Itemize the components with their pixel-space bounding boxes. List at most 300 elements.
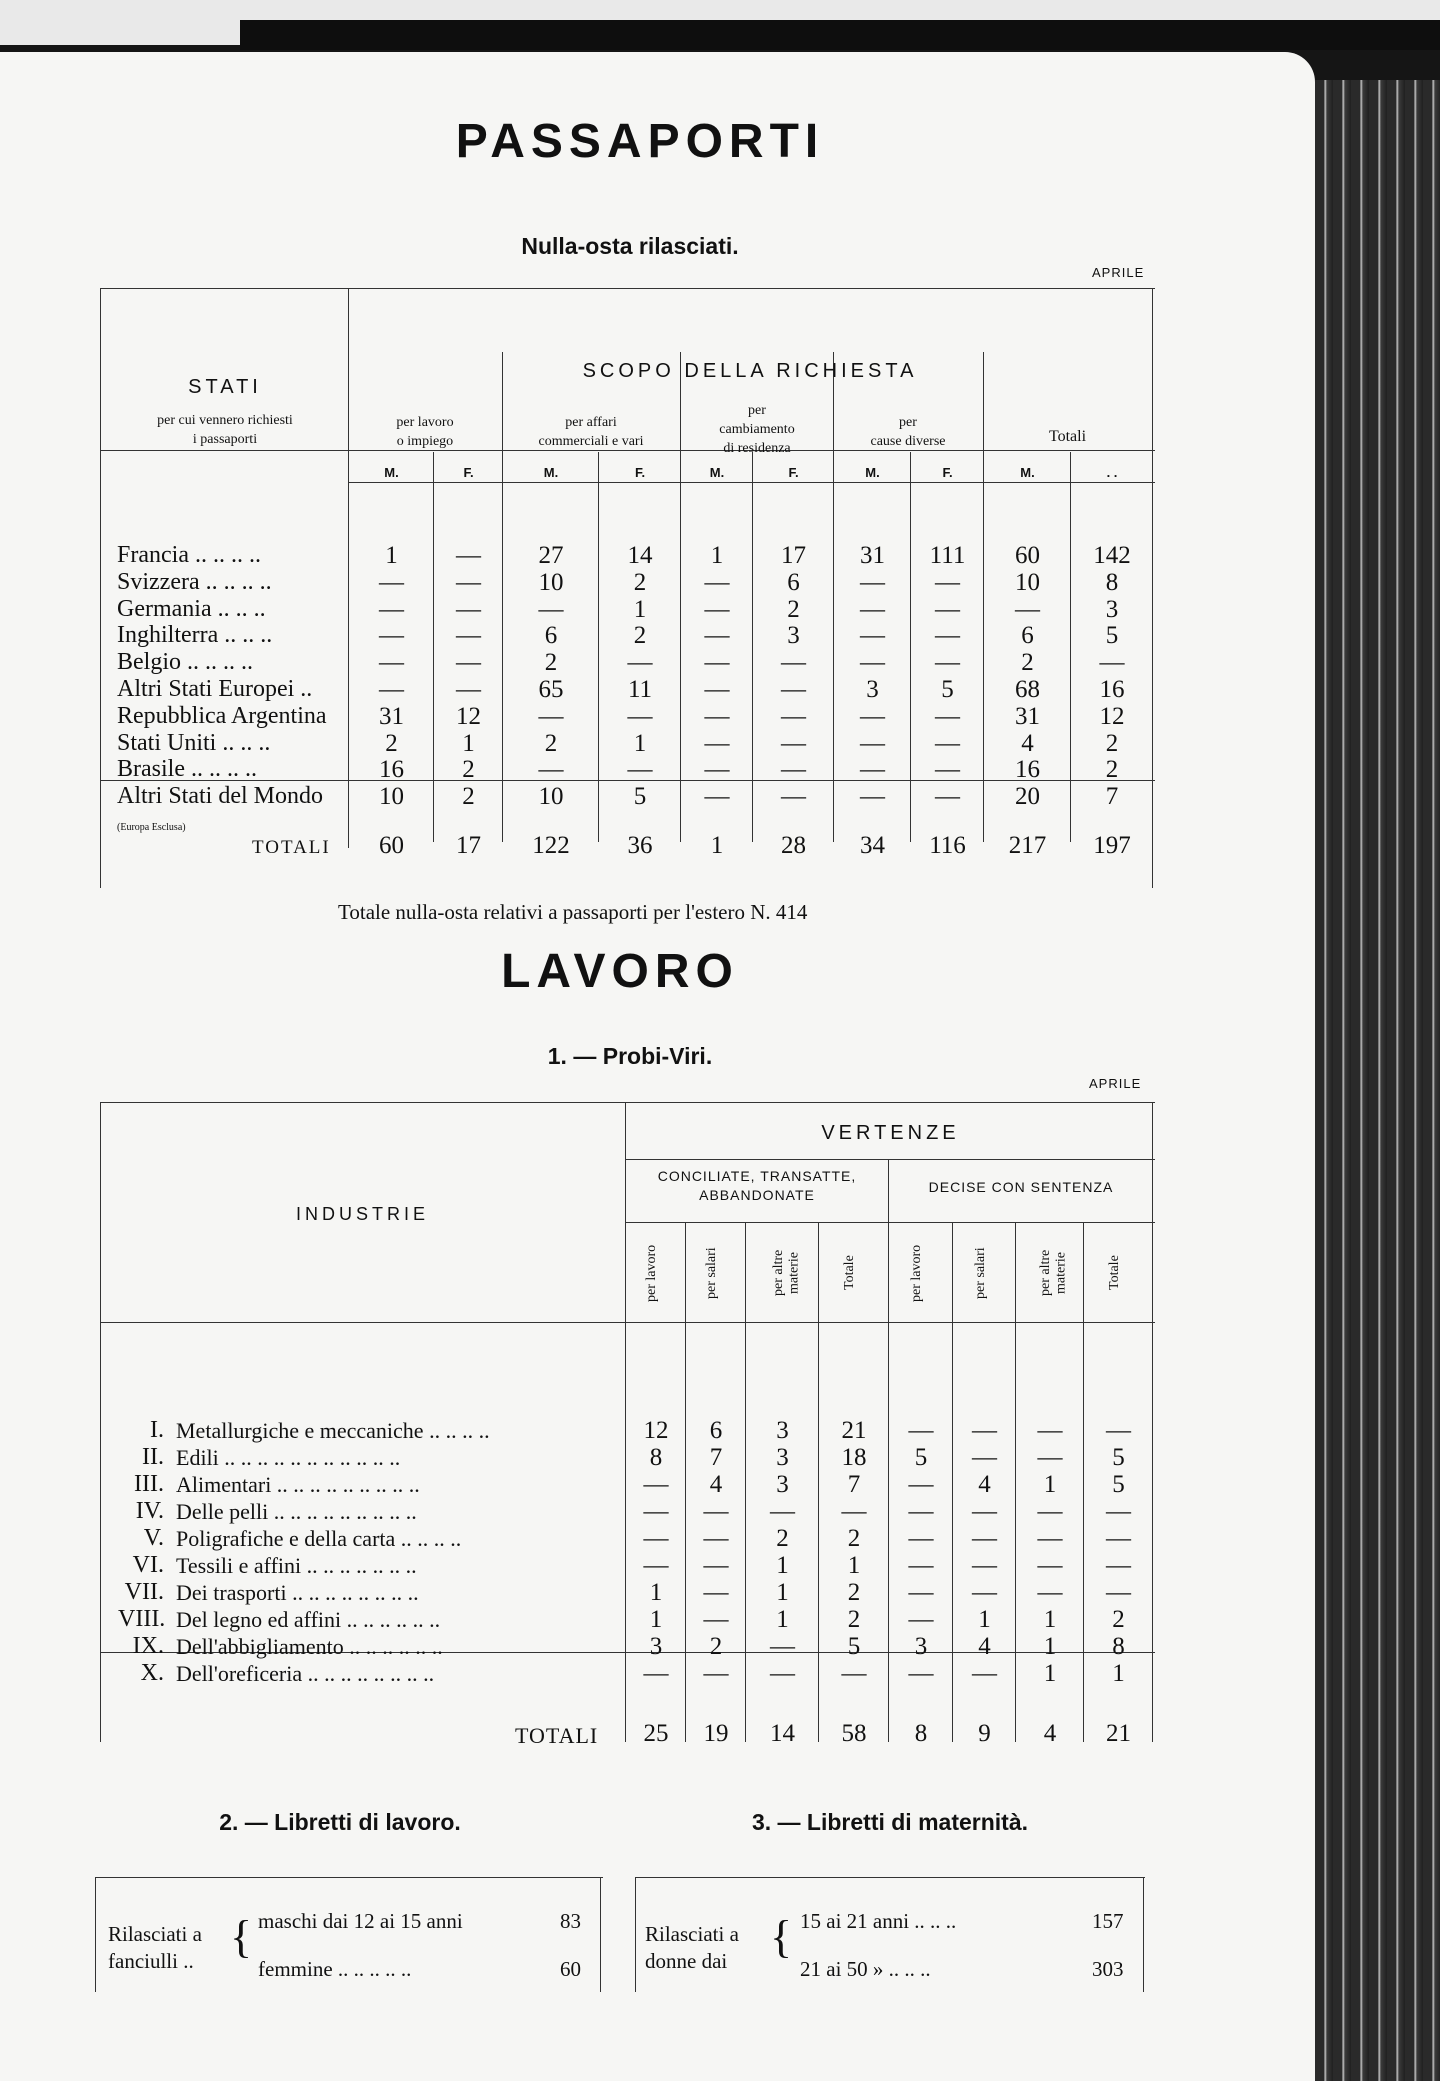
col-divider (910, 452, 911, 842)
table-cell: 60 (1015, 542, 1040, 569)
europa-note: (Europa Esclusa) (117, 822, 186, 833)
table-cell: 3 (776, 1471, 789, 1498)
table-cell: — (860, 756, 885, 784)
table-cell: 6 (787, 568, 800, 596)
col-header-vertical: Totale (842, 1255, 857, 1291)
table-cell: — (379, 595, 404, 623)
table-cell: — (908, 1525, 934, 1552)
table-header-rule (100, 1322, 1155, 1323)
table-cell: — (704, 622, 730, 650)
industry-label: Delle pelli .. .. .. .. .. .. .. .. .. (176, 1499, 417, 1524)
table-cell: — (704, 676, 730, 703)
country-label: Brasile .. .. .. .. (117, 756, 257, 783)
table-cell: — (860, 622, 885, 650)
libretti-lavoro-left: Rilasciati a (108, 1922, 202, 1946)
col-header-line: o impiego (396, 433, 454, 449)
table-cell: — (781, 783, 806, 811)
table-cell: — (703, 1606, 729, 1633)
industry-label: Dei trasporti .. .. .. .. .. .. .. .. (176, 1580, 419, 1605)
table-cell: — (1106, 1579, 1131, 1606)
industry-label: Tessili e affini .. .. .. .. .. .. .. (176, 1553, 417, 1578)
libretti-lavoro-left: fanciulli .. (108, 1949, 194, 1973)
col-divider (833, 352, 834, 842)
table-cell: 12 (456, 702, 481, 730)
table-cell: — (841, 1660, 867, 1687)
lavoro-subtitle: 1. — Probi-Viri. (547, 1043, 713, 1069)
table-cell: 2 (847, 1606, 861, 1633)
lavoro-month: APRILE (1089, 1076, 1142, 1091)
table-cell: 1 (1043, 1633, 1057, 1660)
libretti-lavoro-label: maschi dai 12 ai 15 anni (258, 1909, 463, 1933)
table-cell: — (908, 1660, 934, 1687)
table-cell: 3 (776, 1444, 789, 1471)
table-cell: — (1037, 1525, 1063, 1552)
box-top-rule (95, 1877, 603, 1878)
table-cell: — (1037, 1444, 1063, 1471)
table-cell: 6 (709, 1417, 723, 1444)
table-cell: — (1037, 1579, 1063, 1606)
table-cell: — (935, 595, 960, 623)
table-cell: — (781, 756, 806, 784)
col-divider (818, 1222, 819, 1742)
col-divider (433, 452, 434, 842)
box-top-rule (635, 1877, 1145, 1878)
table-cell: — (1099, 649, 1125, 677)
table-cell: 17 (781, 542, 806, 569)
table-cell: 1 (776, 1579, 789, 1606)
total-cell: 14 (770, 1720, 795, 1747)
mf-header: M. (384, 465, 399, 480)
table-cell: — (935, 729, 960, 757)
table-cell: 1 (1043, 1660, 1057, 1687)
col-divider (1083, 1222, 1084, 1742)
col-header-vertical: per salari (972, 1247, 988, 1299)
table-cell: 10 (379, 783, 404, 811)
col-header-vertical: per salari (704, 1247, 719, 1299)
country-label: Francia .. .. .. .. (117, 542, 261, 568)
table-cell: — (860, 702, 885, 730)
mf-header: M. (543, 465, 559, 480)
brace: { (770, 1911, 793, 1962)
table-cell: — (1037, 1498, 1063, 1525)
table-cell: — (627, 649, 653, 677)
table-cell: 1 (1043, 1606, 1057, 1633)
total-cell: 197 (1093, 832, 1131, 859)
country-label: Stati Uniti .. .. .. (117, 729, 271, 756)
box-left-border (95, 1877, 96, 1992)
table-cell: — (935, 568, 960, 596)
table-cell: 3 (649, 1633, 663, 1660)
col-header-line: di residenza (723, 440, 791, 456)
table-cell: — (860, 729, 885, 757)
table-cell: — (704, 568, 730, 596)
table-cell: — (538, 702, 564, 730)
col-divider (745, 1222, 746, 1742)
table-cell: — (643, 1552, 669, 1579)
table-cell: — (935, 702, 960, 730)
col-header-vertical: per lavoro (644, 1244, 659, 1302)
table-cell: — (643, 1525, 669, 1552)
table-cell: — (704, 783, 730, 811)
table-cell: — (1106, 1552, 1131, 1579)
table-cell: 6 (544, 622, 558, 650)
libretti-maternita-value: 303 (1092, 1957, 1124, 1981)
table-cell: 65 (538, 676, 564, 703)
table-cell: — (770, 1660, 795, 1687)
table-cell: — (379, 649, 404, 677)
col-divider (685, 1222, 686, 1742)
col-header-line: cambiamento (719, 421, 795, 437)
table-cell: — (781, 649, 806, 677)
industry-label: Del legno ed affini .. .. .. .. .. .. (176, 1607, 441, 1632)
document-page (0, 52, 1315, 2081)
table-cell: — (770, 1633, 795, 1660)
table-cell: 27 (538, 542, 564, 569)
table-cell: 16 (1015, 756, 1040, 784)
table-cell: 3 (914, 1633, 928, 1660)
table-cell: — (1106, 1417, 1131, 1444)
table-cell: — (703, 1498, 729, 1525)
libretti-maternita-value: 157 (1092, 1909, 1124, 1933)
table-cell: 2 (709, 1633, 723, 1660)
col-header-totali: Totali (1048, 428, 1087, 445)
mf-header: M. (1020, 465, 1035, 480)
col-divider (680, 352, 681, 842)
table-cell: 1 (1112, 1660, 1125, 1687)
table-cell: 6 (1021, 622, 1034, 650)
mf-header: M. (865, 465, 880, 480)
table-cell: 18 (841, 1444, 867, 1471)
table-cell: — (456, 595, 481, 623)
col-divider (502, 352, 503, 842)
table-cell: — (456, 568, 481, 596)
group-decise: DECISE CON SENTENZA (928, 1179, 1114, 1195)
table-cell: — (456, 542, 481, 569)
table-cell: 20 (1015, 783, 1040, 811)
table-cell: — (860, 783, 885, 811)
libretti-maternita-left: donne dai (645, 1949, 728, 1973)
industry-number: VI. (132, 1552, 164, 1578)
industry-number: IV. (135, 1498, 164, 1524)
table-cell: 2 (787, 595, 800, 623)
table-cell: — (703, 1579, 729, 1606)
industry-label: Poligrafiche e della carta .. .. .. .. (176, 1526, 462, 1551)
table-cell: — (703, 1552, 729, 1579)
table-cell: — (972, 1552, 997, 1579)
scopo-header: SCOPO DELLA RICHIESTA (582, 360, 918, 382)
table-cell: 1 (385, 542, 398, 569)
industry-number: V. (143, 1525, 164, 1551)
passaporti-totali-label: TOTALI (252, 837, 331, 858)
total-cell: 1 (710, 832, 724, 859)
industry-number: VIII. (118, 1606, 166, 1632)
table-cell: 1 (978, 1606, 991, 1633)
table-cell: — (538, 756, 564, 784)
table-cell: 1 (710, 542, 724, 569)
libretti-lavoro-value: 83 (560, 1909, 581, 1933)
table-cell: — (972, 1444, 997, 1471)
table-cell: — (935, 649, 960, 677)
industry-label: Dell'abbigliamento .. .. .. .. .. .. (176, 1634, 443, 1659)
lavoro-totali-label: TOTALI (515, 1723, 599, 1748)
table-cell: 7 (1105, 783, 1119, 811)
table-cell: 10 (538, 783, 564, 811)
industry-label: Edili .. .. .. .. .. .. .. .. .. .. .. (176, 1445, 401, 1470)
country-label: Germania .. .. .. (117, 595, 266, 622)
col-header-cause (835, 414, 981, 452)
table-cell: — (781, 676, 806, 703)
table-cell: — (456, 649, 481, 677)
table-cell: 2 (1021, 649, 1034, 677)
col-divider (888, 1159, 889, 1742)
total-cell: 21 (1106, 1720, 1131, 1747)
col-header-vertical: per lavoro (909, 1244, 924, 1302)
col-divider (598, 452, 599, 842)
vertenze-rule (625, 1159, 1155, 1160)
col-divider (1070, 452, 1071, 842)
industry-number: III. (134, 1471, 164, 1497)
country-label: Repubblica Argentina (117, 702, 327, 729)
table-cell: — (972, 1579, 997, 1606)
col-header-line: per affari (565, 415, 617, 430)
scan-top-shadow (240, 20, 1440, 50)
table-cell: — (972, 1498, 997, 1525)
table-top-rule (100, 1102, 1155, 1103)
libretti-maternita-title: 3. — Libretti di maternità. (751, 1809, 1029, 1835)
total-cell: 4 (1043, 1720, 1057, 1747)
table-cell: 2 (633, 568, 647, 596)
col-header-residenza (682, 402, 832, 459)
libretti-maternita-left: Rilasciati a (645, 1922, 739, 1946)
total-cell: 17 (456, 832, 481, 859)
table-cell: 5 (1112, 1471, 1125, 1498)
table-cell: — (379, 622, 404, 650)
table-cell: — (972, 1417, 997, 1444)
group-conciliate (628, 1167, 886, 1205)
table-cell: — (379, 676, 404, 703)
table-cell: 10 (1015, 568, 1040, 596)
col-header-line: cause diverse (870, 433, 946, 449)
industrie-header: INDUSTRIE (295, 1204, 429, 1224)
col-header-line: per (748, 403, 766, 418)
table-cell: 12 (1099, 702, 1125, 730)
col-divider (348, 288, 349, 848)
industry-number: I. (150, 1417, 164, 1443)
table-cell: 1 (462, 729, 475, 757)
table-left-border (100, 288, 101, 888)
table-cell: — (704, 756, 730, 784)
table-cell: — (456, 676, 481, 703)
table-cell: — (703, 1525, 729, 1552)
libretti-lavoro-label: femmine .. .. .. .. .. (258, 1957, 412, 1981)
industry-label: Dell'oreficeria .. .. .. .. .. .. .. .. (176, 1661, 435, 1686)
total-cell: 217 (1008, 832, 1047, 859)
table-cell: 3 (776, 1417, 789, 1444)
col-header-line: per lavoro (396, 415, 454, 430)
table-cell: — (908, 1471, 934, 1498)
col-divider (1015, 1222, 1016, 1742)
table-cell: 1 (633, 729, 647, 757)
book-page-edges (1315, 80, 1440, 2081)
country-label: Belgio .. .. .. .. (117, 649, 253, 676)
table-cell: — (908, 1498, 934, 1525)
mf-header: F. (788, 465, 799, 480)
table-cell: — (379, 568, 404, 596)
vertenze-header: VERTENZE (821, 1122, 960, 1144)
table-cell: 2 (385, 729, 398, 757)
table-cell: — (860, 568, 885, 596)
libretti-maternita-label: 15 ai 21 anni .. .. .. (800, 1909, 957, 1933)
table-cell: 2 (1105, 729, 1119, 757)
stati-subheader: i passaporti (192, 432, 258, 447)
table-left-border (100, 1102, 101, 1742)
table-cell: — (860, 649, 885, 677)
industry-label: Alimentari .. .. .. .. .. .. .. .. .. (176, 1472, 420, 1497)
table-cell: 4 (709, 1471, 723, 1498)
table-top-rule (100, 288, 1155, 289)
table-cell: 2 (1112, 1606, 1125, 1633)
table-right-border (1152, 1102, 1153, 1742)
group-header-line: ABBANDONATE (699, 1186, 815, 1203)
table-cell: — (704, 595, 730, 623)
total-cell: 28 (781, 832, 806, 859)
passaporti-month: APRILE (1092, 265, 1145, 280)
col-header-line: commerciali e vari (538, 433, 644, 449)
table-cell: 3 (1105, 595, 1119, 623)
table-cell: 4 (1021, 729, 1034, 757)
table-cell: 2 (1105, 756, 1119, 784)
table-cell: — (972, 1525, 997, 1552)
col-header-vertical: per altre materie (770, 1249, 801, 1297)
table-cell: 5 (1112, 1444, 1125, 1471)
table-cell: 1 (847, 1552, 861, 1579)
table-cell: 2 (776, 1525, 789, 1552)
table-cell: 4 (978, 1633, 991, 1660)
stati-header: STATI (188, 376, 262, 398)
table-cell: 142 (1093, 542, 1131, 569)
table-cell: 2 (633, 622, 647, 650)
table-cell: — (908, 1606, 934, 1633)
table-cell: — (908, 1552, 934, 1579)
table-cell: 8 (1105, 568, 1119, 596)
group-rule (625, 1222, 1155, 1223)
table-cell: 1 (1043, 1471, 1057, 1498)
country-label: Svizzera .. .. .. .. (117, 568, 272, 595)
table-cell: 1 (776, 1606, 789, 1633)
table-cell: — (972, 1660, 997, 1687)
table-cell: 31 (1015, 702, 1040, 730)
country-label: Altri Stati del Mondo (117, 783, 323, 810)
table-cell: 2 (847, 1579, 861, 1606)
table-cell: — (704, 649, 730, 677)
total-cell: 60 (379, 832, 404, 859)
industry-number: VII. (124, 1579, 164, 1605)
table-cell: — (781, 702, 806, 730)
total-cell: 34 (860, 832, 885, 859)
libretti-maternita-label: 21 ai 50 » .. .. .. (800, 1957, 931, 1981)
table-cell: 2 (847, 1525, 861, 1552)
table-cell: — (1037, 1552, 1063, 1579)
col-header-line: per (899, 415, 917, 430)
table-cell: 11 (627, 676, 653, 703)
total-cell: 116 (929, 832, 966, 859)
country-label: Inghilterra .. .. .. (117, 622, 273, 649)
table-cell: — (704, 729, 730, 757)
industry-number: IX. (132, 1633, 164, 1659)
col-divider (625, 1102, 626, 1742)
col-divider (952, 1222, 953, 1742)
total-cell: 19 (703, 1720, 729, 1747)
box-left-border (635, 1877, 636, 1992)
table-cell: — (935, 622, 960, 650)
table-cell: 4 (978, 1471, 991, 1498)
total-cell: 25 (643, 1720, 669, 1747)
table-cell: 1 (649, 1579, 663, 1606)
table-cell: 5 (633, 783, 647, 811)
industry-label: Metallurgiche e meccaniche .. .. .. .. (176, 1418, 490, 1443)
libretti-lavoro-title: 2. — Libretti di lavoro. (219, 1809, 461, 1835)
table-cell: — (841, 1498, 867, 1525)
table-cell: — (770, 1498, 795, 1525)
table-cell: 7 (847, 1471, 861, 1498)
table-cell: 2 (544, 649, 558, 677)
table-cell: 7 (709, 1444, 723, 1471)
table-cell: 3 (787, 622, 800, 650)
passaporti-title: PASSAPORTI (455, 115, 825, 168)
table-cell: — (908, 1579, 934, 1606)
table-cell: 10 (538, 568, 564, 596)
table-cell: — (1037, 1417, 1063, 1444)
table-cell: — (781, 729, 806, 757)
table-cell: 5 (847, 1633, 861, 1660)
table-cell: 21 (841, 1417, 867, 1444)
box-right-border (1143, 1877, 1144, 1992)
table-cell: 12 (643, 1417, 669, 1444)
table-cell: — (643, 1471, 669, 1498)
country-label: Altri Stati Europei .. (117, 676, 313, 702)
table-cell: — (704, 702, 730, 730)
box-right-border (600, 1877, 601, 1992)
col-header-vertical: Totale (1106, 1255, 1122, 1291)
table-cell: 14 (627, 542, 653, 569)
table-cell: — (627, 702, 653, 730)
industry-number: X. (140, 1660, 164, 1686)
col-header-vertical: per altre materie (1038, 1249, 1069, 1297)
table-cell: — (643, 1498, 669, 1525)
table-cell: — (1015, 595, 1040, 623)
lavoro-title: LAVORO (501, 945, 739, 998)
mf-header: F. (634, 465, 646, 480)
mf-header: F. (463, 465, 474, 480)
mf-header: . . (1106, 465, 1118, 480)
table-cell: 8 (1112, 1633, 1125, 1660)
table-cell: 111 (929, 542, 966, 569)
table-cell: 2 (462, 756, 475, 784)
total-cell: 58 (841, 1720, 867, 1747)
table-cell: — (908, 1417, 934, 1444)
table-cell: 31 (860, 542, 885, 569)
table-cell: 68 (1015, 676, 1040, 703)
table-cell: — (935, 756, 960, 784)
table-cell: 1 (776, 1552, 789, 1579)
table-cell: 5 (1105, 622, 1119, 650)
passaporti-subtitle: Nulla-osta rilasciati. (521, 233, 739, 259)
table-cell: — (935, 783, 960, 811)
table-cell: — (1106, 1498, 1131, 1525)
col-header-affari (504, 414, 678, 452)
table-cell: — (538, 595, 564, 623)
total-cell: 8 (914, 1720, 928, 1747)
